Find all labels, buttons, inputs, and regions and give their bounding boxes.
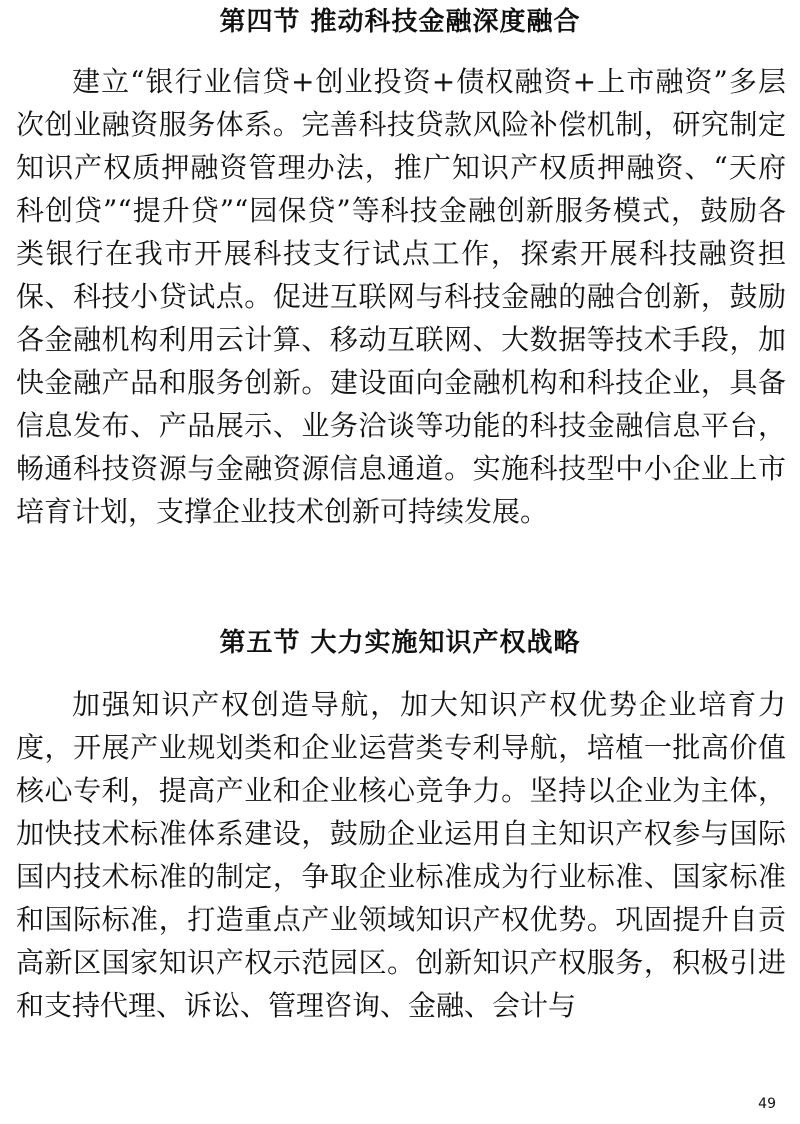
section-4-paragraph: 建立“银行业信贷+创业投资+债权融资+上市融资”多层次创业融资服务体系。完善科技贷款风险补偿机制，研究制定知识产权质押融资管理办法，推广知识产权质押融资、“天府科创贷”“提升贷”“园保贷”等科技金融创新服务模式，鼓励各类银行在我市开展科技支行试点工作，探索开展科技融资担保、科技小贷试点。促进互联网与科技金融的融合创新，鼓励各金融机构利用云计算、移动互联网、大数据等技术手段，加快金融产品和服务创新。建设面向金融机构和科技企业，具备信息发布、产品展示、业务洽谈等功能的科技金融信息平台，畅通科技资源与金融资源信息通道。实施科技型中小企业上市培育计划，支撑企业技术创新可持续发展。: [16, 65, 786, 528]
section-5-paragraph: 加强知识产权创造导航，加大知识产权优势企业培育力度，开展产业规划类和企业运营类专利导航，培植一批高价值核心专利，提高产业和企业核心竞争力。坚持以企业为主体，加快技术标准体系建设，鼓励企业运用自主知识产权参与国际国内技术标准的制定，争取企业标准成为行业标准、国家标准和国际标准，打造重点产业领域知识产权优势。巩固提升自贡高新区国家知识产权示范园区。创新知识产权服务，积极引进和支持代理、诉讼、管理咨询、金融、会计与: [16, 688, 786, 1022]
page-number: 49: [758, 1096, 776, 1112]
section-4-heading: 第四节 推动科技金融深度融合: [219, 7, 581, 37]
section-5-heading: 第五节 大力实施知识产权战略: [219, 628, 581, 658]
